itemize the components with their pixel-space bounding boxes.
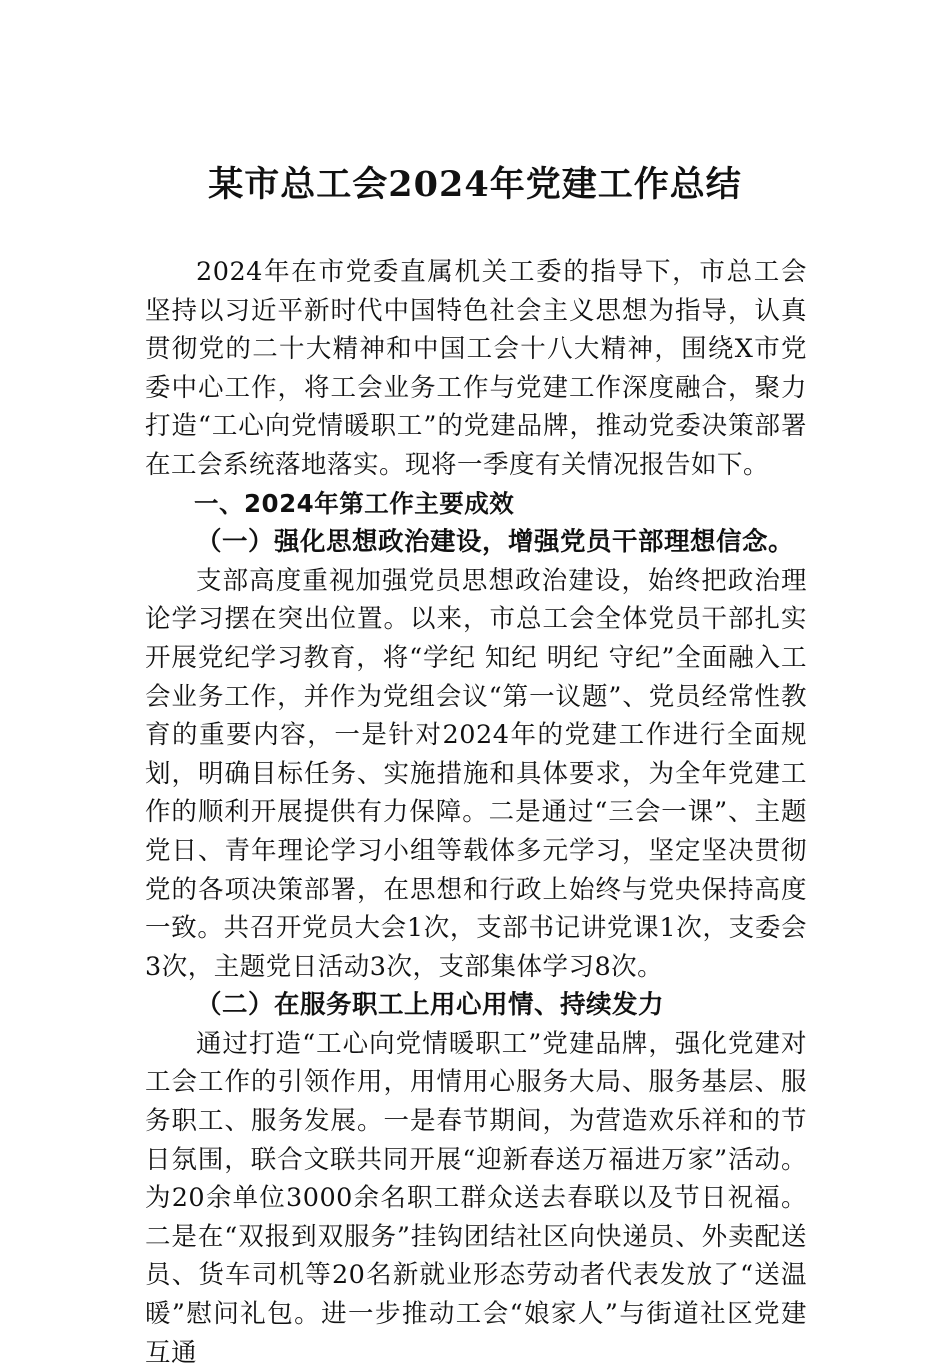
subsection-heading-1: （一）强化思想政治建设，增强党员干部理想信念。: [196, 527, 795, 558]
subsection-heading-2: （二）在服务职工上用心用情、持续发力: [196, 990, 665, 1021]
document-body: [145, 253, 807, 1372]
intro-paragraph: 2024年在市党委直属机关工委的指导下，市总工会坚持以习近平新时代中国特色社会主义思想为指导，认真贯彻党的二十大精神和中国工会十八大精神，围绕X市党委中心工作，将工会业务工作与党建工作深度融合，聚力打造“工心向党情暖职工”的党建品牌，推动党委决策部署在工会系统落地落实。现将一季度有关情况报告如下。: [145, 257, 807, 480]
document-title: 某市总工会2024年党建工作总结: [208, 164, 742, 205]
subsection-1-paragraph: 支部高度重视加强党员思想政治建设，始终把政治理论学习摆在突出位置。以来，市总工会全体党员干部扎实开展党纪学习教育，将“学纪 知纪 明纪 守纪”全面融入工会业务工作，并作为党组会议“第一议题”、党员经常性教育的重要内容，一是针对2024年的党建工作进行全面规划，明确目标任务、实施措施和具体要求，为全年党建工作的顺利开展提供有力保障。二是通过“三会一课”、主题党日、青年理论学习小组等载体多元学习，坚定坚决贯彻党的各项决策部署，在思想和行政上始终与党央保持高度一致。共召开党员大会1次，支部书记讲党课1次，支委会3次，主题党日活动3次，支部集体学习8次。: [145, 565, 807, 982]
section-heading-1: 一、2024年第工作主要成效: [194, 488, 515, 518]
subsection-2-paragraph: 通过打造“工心向党情暖职工”党建品牌，强化党建对工会工作的引领作用，用情用心服务大局、服务基层、服务职工、服务发展。一是春节期间，为营造欢乐祥和的节日氛围，联合文联共同开展“迎新春送万福进万家”活动。为20余单位3000余名职工群众送去春联以及节日祝福。二是在“双报到双服务”挂钩团结社区向快递员、外卖配送员、货车司机等20名新就业形态劳动者代表发放了“送温暖”慰问礼包。进一步推动工会“娘家人”与街道社区党建互通: [145, 1028, 807, 1368]
